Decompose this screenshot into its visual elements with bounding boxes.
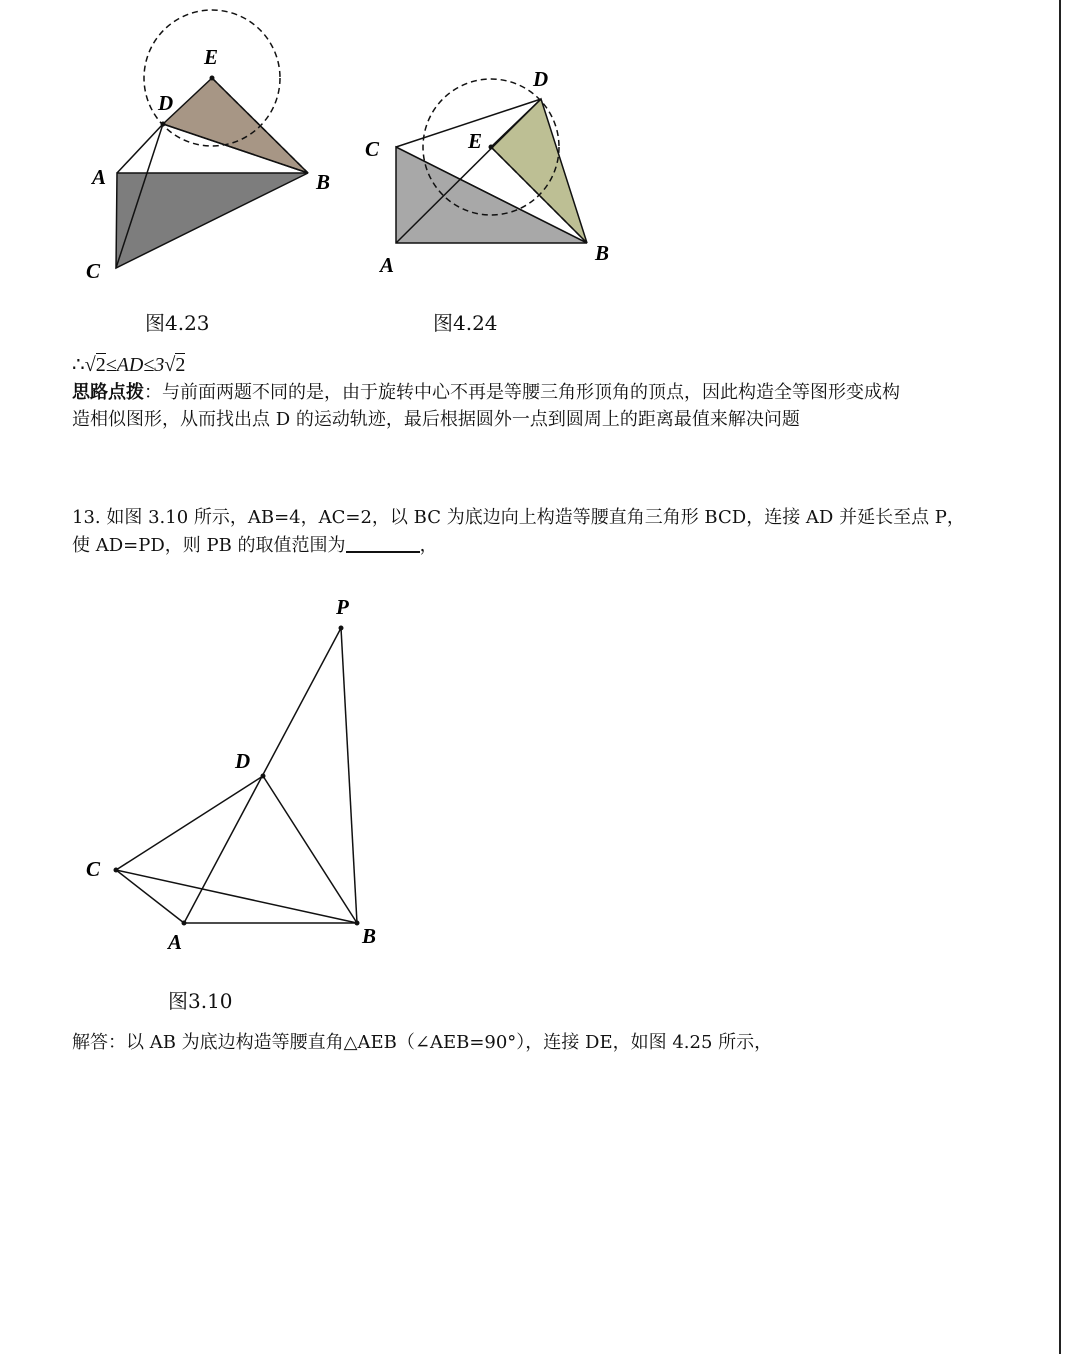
label-B: B xyxy=(362,924,377,948)
point-E xyxy=(210,76,215,81)
label-E: E xyxy=(468,129,483,153)
triangle-DEB-fill xyxy=(163,78,308,173)
page-edge-line xyxy=(1059,0,1061,1354)
sqrt-radicand-1: 2 xyxy=(95,354,106,376)
figure-4-24-diagram xyxy=(360,60,650,290)
inequality-middle: ≤AD≤3 xyxy=(105,354,165,376)
problem-13-line-2 xyxy=(72,531,438,561)
label-A: A xyxy=(380,253,395,277)
label-C: C xyxy=(86,259,101,283)
sqrt-sign: √ xyxy=(164,354,176,376)
figure-4-23-diagram xyxy=(60,0,360,300)
hint-label: 思路点拨 xyxy=(72,382,144,403)
figure-3-10 xyxy=(70,585,410,960)
therefore-symbol: ∴ xyxy=(72,354,85,376)
point-E xyxy=(489,145,494,150)
label-C: C xyxy=(86,857,101,881)
segment-PB xyxy=(341,628,357,923)
label-B: B xyxy=(316,170,331,194)
triangle-ABC-fill xyxy=(116,173,308,268)
figure-4-23 xyxy=(60,0,360,300)
point-P xyxy=(339,626,344,631)
problem-13-tail: ， xyxy=(419,535,438,556)
answer-line: 解答：以 AB 为底边构造等腰直角△AEB（∠AEB=90°），连接 DE，如图 4.25 所示， xyxy=(72,1032,773,1053)
conclusion-line xyxy=(72,350,185,380)
label-A: A xyxy=(92,165,107,189)
hint-line-2: 造相似图形，从而找出点 D 的运动轨迹，最后根据圆外一点到圆周上的距离最值来解决问题 xyxy=(72,409,800,430)
caption-fig-4-23: 图4.23 xyxy=(145,311,210,335)
caption-fig-4-24: 图4.24 xyxy=(433,311,498,335)
hint-line-1 xyxy=(72,378,900,408)
point-B xyxy=(355,921,360,926)
segment-AD xyxy=(117,124,163,173)
hint-text-1: ：与前面两题不同的是，由于旋转中心不再是等腰三角形顶角的顶点，因此构造全等图形变成构 xyxy=(144,382,900,403)
label-D: D xyxy=(235,749,251,773)
point-C xyxy=(114,868,119,873)
segment-CB xyxy=(116,870,357,923)
figure-3-10-diagram xyxy=(70,585,410,960)
label-E: E xyxy=(204,45,219,69)
label-D: D xyxy=(158,91,174,115)
label-C: C xyxy=(365,137,380,161)
label-B: B xyxy=(595,241,610,265)
problem-13-text: 使 AD=PD，则 PB 的取值范围为 xyxy=(72,535,346,556)
point-D xyxy=(261,774,266,779)
answer-blank xyxy=(346,533,420,553)
label-A: A xyxy=(168,930,183,954)
segment-DB xyxy=(263,776,357,923)
problem-13-line-1: 13. 如图 3.10 所示，AB=4，AC=2，以 BC 为底边向上构造等腰直角三角形 BCD，连接 AD 并延长至点 P， xyxy=(72,507,965,528)
label-P: P xyxy=(336,595,349,619)
caption-fig-3-10: 图3.10 xyxy=(168,989,233,1013)
sqrt-radicand-2: 2 xyxy=(175,354,186,376)
figure-4-24 xyxy=(360,60,650,290)
label-D: D xyxy=(533,67,549,91)
segment-CD xyxy=(116,776,263,870)
sqrt-sign: √ xyxy=(84,354,96,376)
point-A xyxy=(182,921,187,926)
point-D xyxy=(161,122,166,127)
